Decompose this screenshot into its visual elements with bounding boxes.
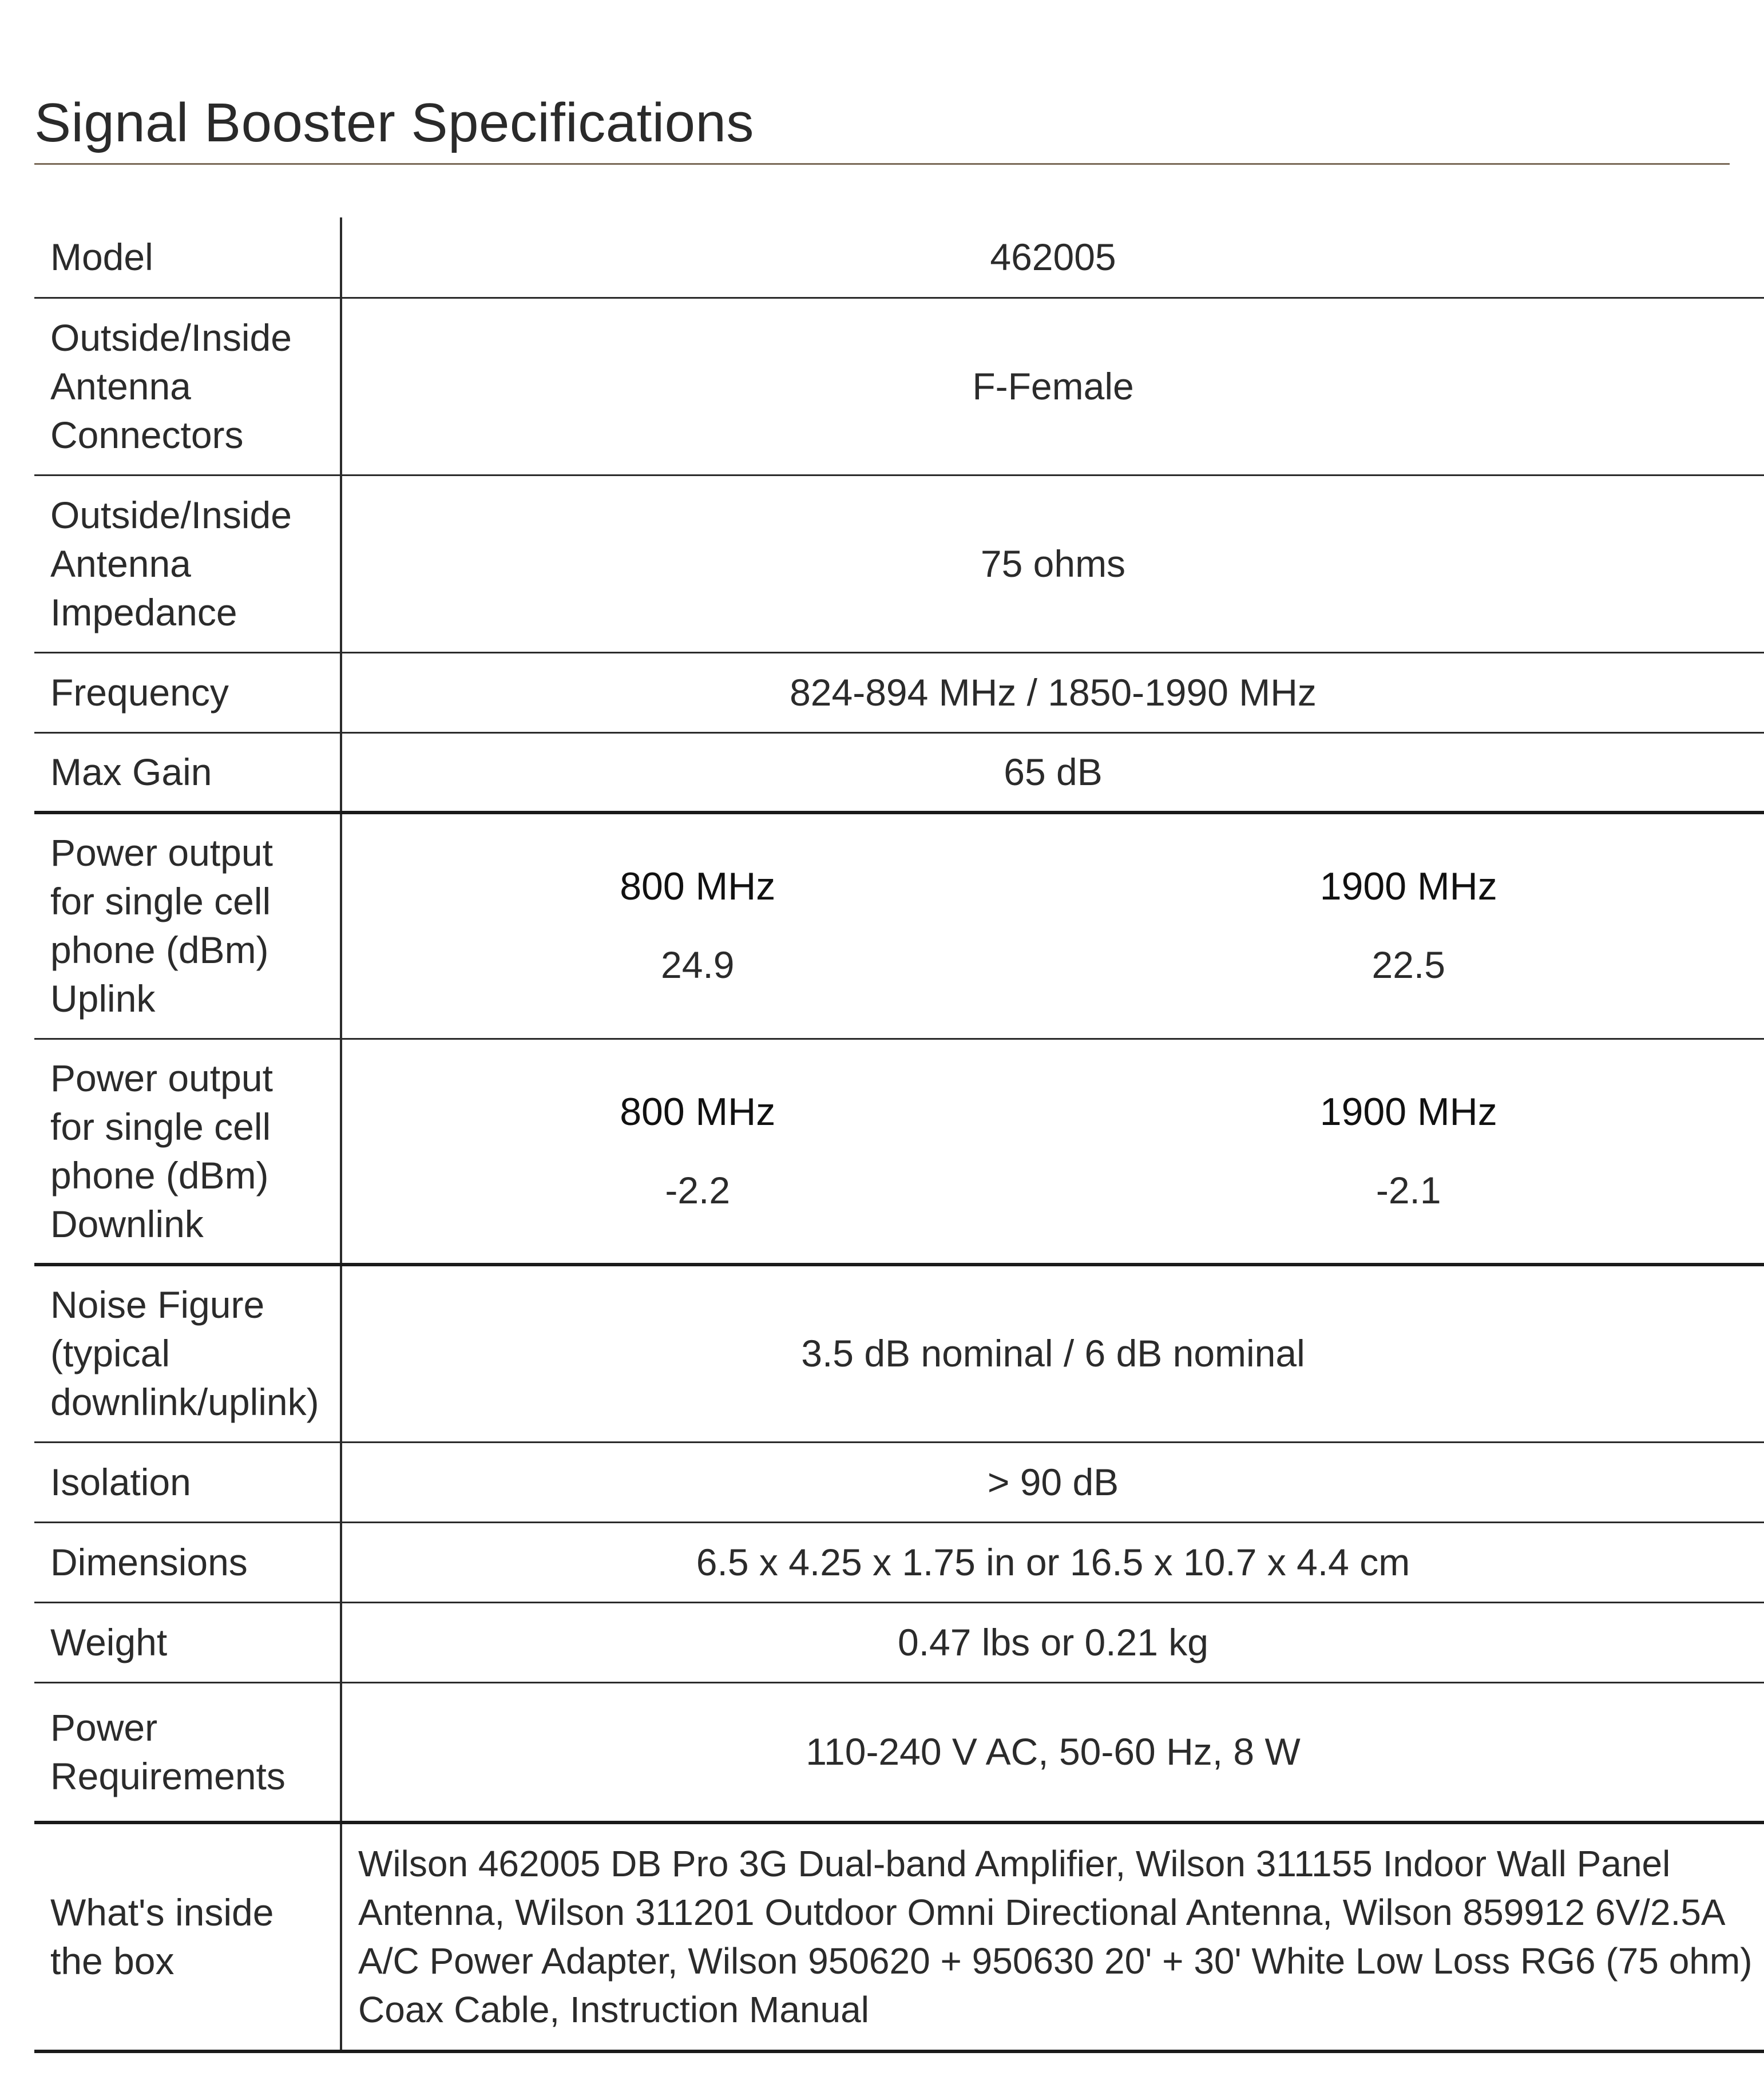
spec-label: Weight	[34, 1602, 341, 1682]
spec-value: > 90 dB	[987, 1460, 1119, 1503]
band-header: 1900 MHz	[1319, 865, 1497, 909]
spec-row-uplink	[34, 813, 1764, 1039]
spec-row-frequency	[34, 652, 1764, 732]
spec-label	[34, 298, 341, 475]
label-line: Connectors	[50, 413, 244, 456]
label-line: Impedance	[50, 591, 237, 633]
label-line: What's inside	[50, 1891, 274, 1934]
band-column-1900	[1053, 862, 1764, 989]
value-line: Wilson 462005 DB Pro 3G Dual-band Amplifier, Wilson 311155 Indoor Wall Panel	[358, 1843, 1671, 1884]
spec-value: 110-240 V AC, 50-60 Hz, 8 W	[806, 1730, 1301, 1773]
spec-row-weight	[34, 1602, 1764, 1682]
title-divider	[34, 163, 1730, 165]
spec-row-downlink	[34, 1039, 1764, 1265]
label-line: Antenna	[50, 364, 191, 407]
spec-label: Isolation	[34, 1442, 341, 1522]
spec-label	[34, 1265, 341, 1442]
spec-row-max-gain	[34, 732, 1764, 813]
label-line: phone (dBm)	[50, 929, 269, 972]
label-line: for single cell	[50, 880, 271, 923]
spec-value	[341, 1822, 1764, 2051]
label-line: the box	[50, 1940, 175, 1982]
spec-row-power	[34, 1682, 1764, 1822]
spec-row-isolation	[34, 1442, 1764, 1522]
label-line: Power	[50, 1706, 158, 1749]
label-line: Uplink	[50, 977, 156, 1020]
spec-label: Dimensions	[34, 1522, 341, 1602]
label-line: for single cell	[50, 1105, 271, 1148]
band-columns	[342, 1088, 1764, 1215]
label-line: Outside/Inside	[50, 493, 292, 536]
spec-row-connectors	[34, 298, 1764, 475]
spec-label	[34, 1682, 341, 1822]
spec-label	[34, 813, 341, 1039]
band-column-800	[342, 862, 1053, 989]
label-line: downlink/uplink)	[50, 1381, 319, 1424]
band-header: 800 MHz	[620, 865, 776, 909]
spec-label: Model	[34, 217, 341, 298]
label-line: Power output	[50, 831, 273, 874]
spec-value: 65 dB	[1004, 750, 1103, 793]
spec-value	[341, 1039, 1764, 1265]
spec-row-noise-figure	[34, 1265, 1764, 1442]
spec-label	[34, 475, 341, 652]
label-line: Noise Figure	[50, 1283, 265, 1326]
band-header: 1900 MHz	[1319, 1089, 1497, 1134]
spec-row-model	[34, 217, 1764, 298]
label-line: Power output	[50, 1056, 273, 1099]
band-value: -2.1	[1375, 1168, 1441, 1211]
spec-value: 3.5 dB nominal / 6 dB nominal	[801, 1332, 1305, 1375]
band-column-1900	[1053, 1088, 1764, 1215]
label-line: (typical	[50, 1332, 171, 1375]
spec-value: 462005	[990, 235, 1116, 278]
spec-value: F-Female	[972, 364, 1134, 407]
band-header: 800 MHz	[620, 1089, 776, 1134]
value-line: A/C Power Adapter, Wilson 950620 + 950630 20' + 30' White Low Loss RG6 (75 ohm)	[358, 1940, 1753, 1982]
label-line: Requirements	[50, 1754, 286, 1797]
label-line: phone (dBm)	[50, 1154, 269, 1196]
label-line: Outside/Inside	[50, 316, 292, 359]
spec-value	[341, 813, 1764, 1039]
band-columns	[342, 862, 1764, 989]
label-line: Antenna	[50, 542, 191, 585]
band-value: 22.5	[1371, 944, 1445, 986]
band-value: 24.9	[661, 944, 735, 986]
spec-row-box-contents	[34, 1822, 1764, 2051]
spec-label	[34, 1822, 341, 2051]
spec-row-impedance	[34, 475, 1764, 652]
spec-value: 0.47 lbs or 0.21 kg	[897, 1621, 1209, 1663]
band-column-800	[342, 1088, 1053, 1215]
label-line: Downlink	[50, 1202, 204, 1245]
spec-label: Max Gain	[34, 732, 341, 813]
spec-row-dimensions	[34, 1522, 1764, 1602]
spec-table	[34, 217, 1764, 2053]
value-line: Coax Cable, Instruction Manual	[358, 1989, 869, 2030]
spec-value: 75 ohms	[980, 542, 1126, 585]
band-value: -2.2	[665, 1168, 731, 1211]
spec-label	[34, 1039, 341, 1265]
spec-value: 6.5 x 4.25 x 1.75 in or 16.5 x 10.7 x 4.4 cm	[696, 1540, 1410, 1583]
page-title: Signal Booster Specifications	[34, 92, 754, 153]
value-line: Antenna, Wilson 311201 Outdoor Omni Directional Antenna, Wilson 859912 6V/2.5A	[358, 1892, 1726, 1933]
spec-label: Frequency	[34, 652, 341, 732]
spec-value: 824-894 MHz / 1850-1990 MHz	[790, 671, 1317, 714]
